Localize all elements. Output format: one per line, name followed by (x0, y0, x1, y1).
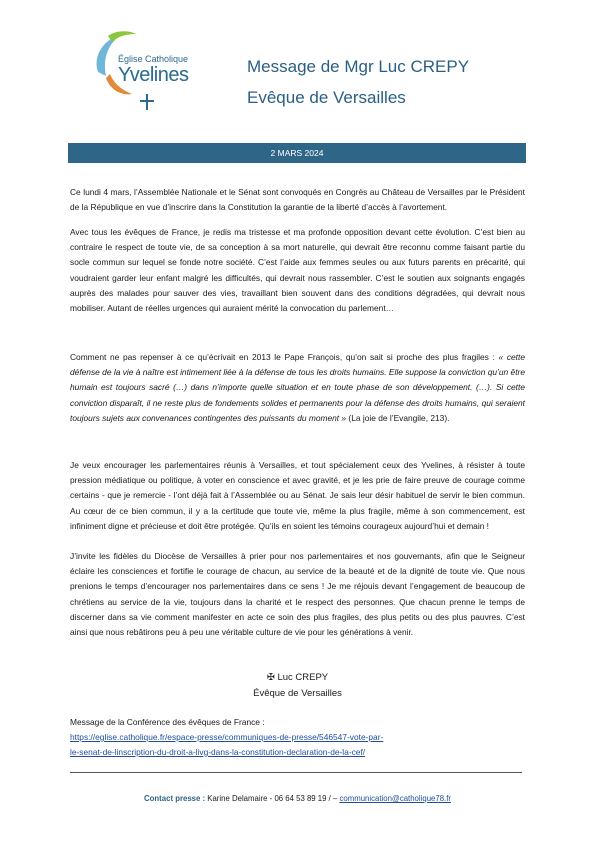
paragraph-1: Ce lundi 4 mars, l’Assemblée Nationale et le Sénat sont convoqués en Congrès au Château de Versailles par le Président de la République en vue d’inscrire dans la Constitution la garantie de la liberté d’accès à l’avortement. (70, 187, 525, 213)
diocese-logo (88, 24, 206, 112)
date-banner: 2 MARS 2024 (68, 143, 526, 163)
contact-details: Karine Delamaire - 06 64 53 89 19 / – (205, 794, 340, 803)
conference-link-line-1[interactable]: https://eglise.catholique.fr/espace-presse/communiques-de-presse/546547-vote-par- (70, 732, 384, 742)
page-title: Message de Mgr Luc CREPY (247, 57, 470, 76)
contact-label: Contact presse : (144, 794, 206, 803)
footer-divider (70, 772, 522, 773)
page-subtitle: Evêque de Versailles (247, 88, 406, 107)
logo-line-2: Yvelines (118, 64, 189, 86)
paragraph-2: Avec tous les évêques de France, je redis ma tristesse et ma profonde opposition devant cette évolution. C’est bien au contraire le respect de toute vie, de sa conception à sa mort naturelle, qui devrait être reconnu comme faisant partie du socle commun sur lequel se fonde notre société. C’est l’aide aux femmes seules ou aux futurs parents en précarité, qui voudraient garder leur enfant malgré les difficultés, qui devrait nous rassembler. C’est le soutien aux soignants engagés auprès des malades pour sauver des vies, travaillant bien souvent dans des conditions dégradées, qui devrait nous mobiliser. Autant de réelles urgences qui auraient mérité la convocation du parlement… (70, 227, 525, 314)
press-contact (0, 794, 595, 803)
paragraph-4: Je veux encourager les parlementaires réunis à Versailles, et tout spécialement ceux des Yvelines, à résister à toute pression médiatique ou politique, à voter en conscience et avec gravité, et je les prie de faire preuve de courage comme certains - que je remercie - l’ont déjà fait à l’Assemblée ou au Sénat. Je sais leur désir habituel de servir le bien commun. Au cœur de ce bien commun, il y a la certitude que toute vie, même la plus fragile, même à son commencement, est infiniment digne et précieuse et doit être protégée. Qu’ils en soient les témoins courageux aujourd’hui et demain ! (70, 460, 525, 531)
conference-label: Message de la Conférence des évêques de France : (70, 717, 265, 727)
signature-role: Évêque de Versailles (253, 688, 342, 699)
conference-link-line-2[interactable]: le-senat-de-linscription-du-droit-a-livg-dans-la-constitution-declaration-de-la-cef/ (70, 747, 366, 757)
logo-line-1: Église Catholique (118, 54, 189, 64)
signature-name: ✠ Luc CREPY (266, 672, 329, 683)
contact-email-link[interactable]: communication@catholique78.fr (339, 794, 451, 803)
paragraph-3 (70, 350, 525, 426)
pope-quote: « cette défense de la vie à naître est intimement liée à la défense de tous les droits humains. Elle suppose la conviction qu’un être humain est toujours sacré (…) dans n’importe quelle situation et en toute phase de son développement. (…). Si cette conviction disparaît, il ne reste plus de fondements solides et permanents pour la défense des droits humains, qui seraient toujours sujets aux convenances contingentes des puissants du moment » (70, 352, 525, 423)
paragraph-3-intro: Comment ne pas repenser à ce qu’écrivait en 2013 le Pape François, qu’on sait si proche des plus fragiles : (70, 352, 499, 362)
paragraph-5: J’invite les fidèles du Diocèse de Versailles à prier pour nos parlementaires et nos gouvernants, afin que le Seigneur éclaire les consciences et fortifie le courage de chacun, au service de la beauté et de la dignité de toute vie. Que nous prenions le temps d’encourager nos parlementaires dans ce sens ! Je me réjouis devant l’engagement de beaucoup de chrétiens au service de la vie, toujours dans la charité et le respect des personnes. Que chacun prenne le temps de discerner dans sa vie comment manifester en acte ce soin des plus fragiles, des plus petits ou des plus pauvres. C’est ainsi que nous rebâtirons peu à peu une véritable culture de vie pour les générations à venir. (70, 551, 525, 638)
paragraph-3-source: (La joie de l’Evangile, 213). (346, 412, 450, 423)
